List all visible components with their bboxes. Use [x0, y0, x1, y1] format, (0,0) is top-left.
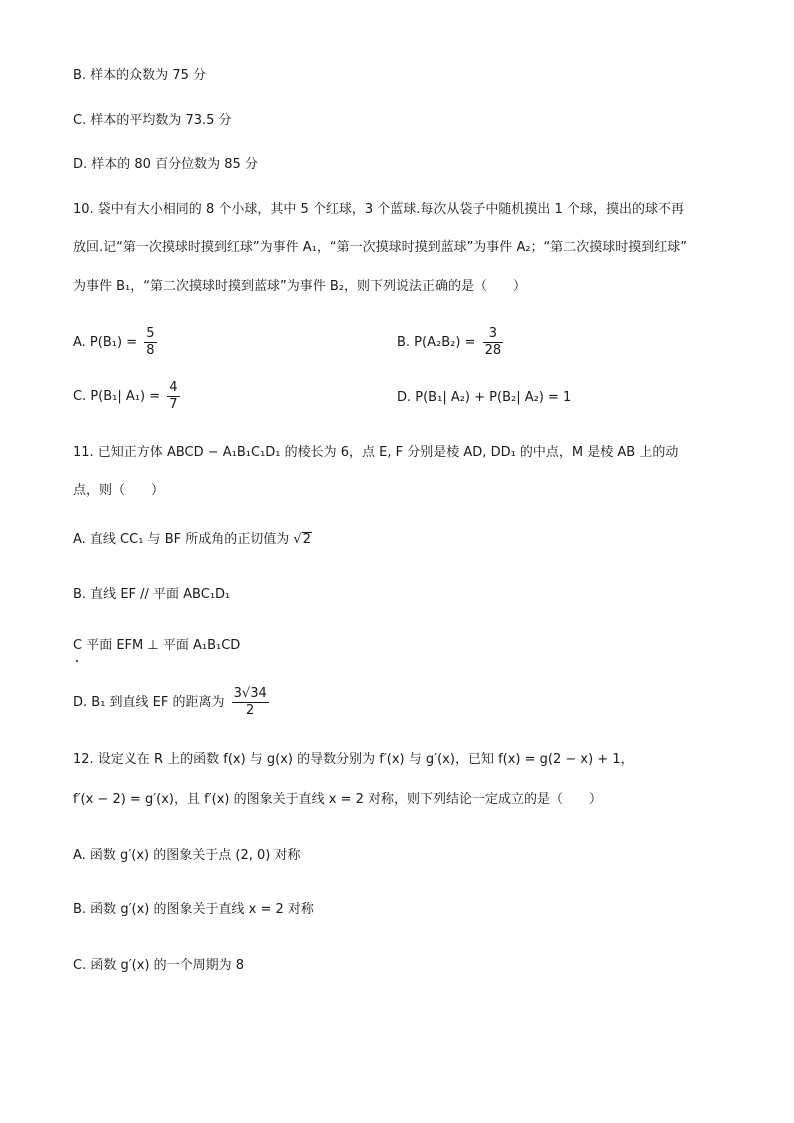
- sqrt-radicand: 2: [302, 532, 311, 547]
- q11-option-d: [73, 686, 269, 719]
- q11-stem-line-2: 点，则（ ）: [73, 483, 165, 498]
- q12-option-c: C. 函数 g′(x) 的一个周期为 8: [73, 958, 245, 973]
- q10-option-a-fraction: [144, 326, 156, 359]
- q10-option-b-text: B. P(A₂B₂) =: [397, 335, 476, 350]
- q9-option-b: B. 样本的众数为 75 分: [73, 68, 206, 83]
- q10-option-c: [73, 380, 180, 413]
- fraction-numerator: 3√34: [233, 686, 267, 701]
- fraction-denominator: 28: [484, 343, 502, 358]
- q12-option-b: B. 函数 g′(x) 的图象关于直线 x = 2 对称: [73, 902, 314, 917]
- q10-option-d: D. P(B₁| A₂) + P(B₂| A₂) = 1: [397, 390, 572, 405]
- q10-stem-line-2: 放回.记“第一次摸球时摸到红球”为事件 A₁，“第一次摸球时摸到蓝球”为事件 A₂；“第二次摸球时摸到红球”: [73, 240, 688, 255]
- q11-option-b: B. 直线 EF // 平面 ABC₁D₁: [73, 587, 231, 602]
- q9-option-c: C. 样本的平均数为 73.5 分: [73, 113, 232, 128]
- q10-option-c-text: C. P(B₁| A₁) =: [73, 389, 161, 404]
- q12-stem-line-1: 12. 设定义在 R 上的函数 f(x) 与 g(x) 的导数分别为 f′(x) 与 g′(x)，已知 f(x) = g(2 − x) + 1，: [73, 752, 634, 767]
- fraction-numerator: 3: [483, 326, 504, 343]
- q10-option-c-fraction: [167, 380, 179, 413]
- fraction-denominator: 2: [246, 703, 255, 718]
- q10-stem-line-1: 10. 袋中有大小相同的 8 个小球，其中 5 个红球，3 个蓝球.每次从袋子中随机摸出 1 个球，摸出的球不再: [73, 202, 684, 217]
- sqrt-sign: √: [293, 532, 302, 547]
- q12-stem-line-2: f′(x − 2) = g′(x)，且 f′(x) 的图象关于直线 x = 2 对称，则下列结论一定成立的是（ ）: [73, 792, 603, 807]
- fraction-numerator: 5: [146, 326, 155, 341]
- q10-option-b-fraction: [483, 326, 504, 359]
- q12-option-a: A. 函数 g′(x) 的图象关于点 (2, 0) 对称: [73, 848, 301, 863]
- stray-dot: [76, 660, 78, 662]
- fraction-denominator: 8: [146, 343, 155, 358]
- q10-option-a: [73, 326, 157, 359]
- fraction-numerator: 4: [169, 380, 178, 395]
- q10-option-b: [397, 326, 503, 359]
- fraction-denominator: 7: [169, 397, 178, 412]
- q11-option-a: [73, 530, 312, 550]
- q11-option-a-text: A. 直线 CC₁ 与 BF 所成角的正切值为: [73, 532, 290, 547]
- q11-option-c: C 平面 EFM ⊥ 平面 A₁B₁CD: [73, 638, 241, 653]
- q10-option-a-text: A. P(B₁) =: [73, 335, 138, 350]
- q9-option-d: D. 样本的 80 百分位数为 85 分: [73, 157, 258, 172]
- q11-option-d-text: D. B₁ 到直线 EF 的距离为: [73, 695, 225, 710]
- q10-stem-line-3: 为事件 B₁，“第二次摸球时摸到蓝球”为事件 B₂，则下列说法正确的是（ ）: [73, 279, 526, 294]
- q11-option-d-fraction: [232, 686, 269, 719]
- q11-stem-line-1: 11. 已知正方体 ABCD − A₁B₁C₁D₁ 的棱长为 6，点 E, F 分别是棱 AD, DD₁ 的中点，M 是棱 AB 上的动: [73, 445, 679, 460]
